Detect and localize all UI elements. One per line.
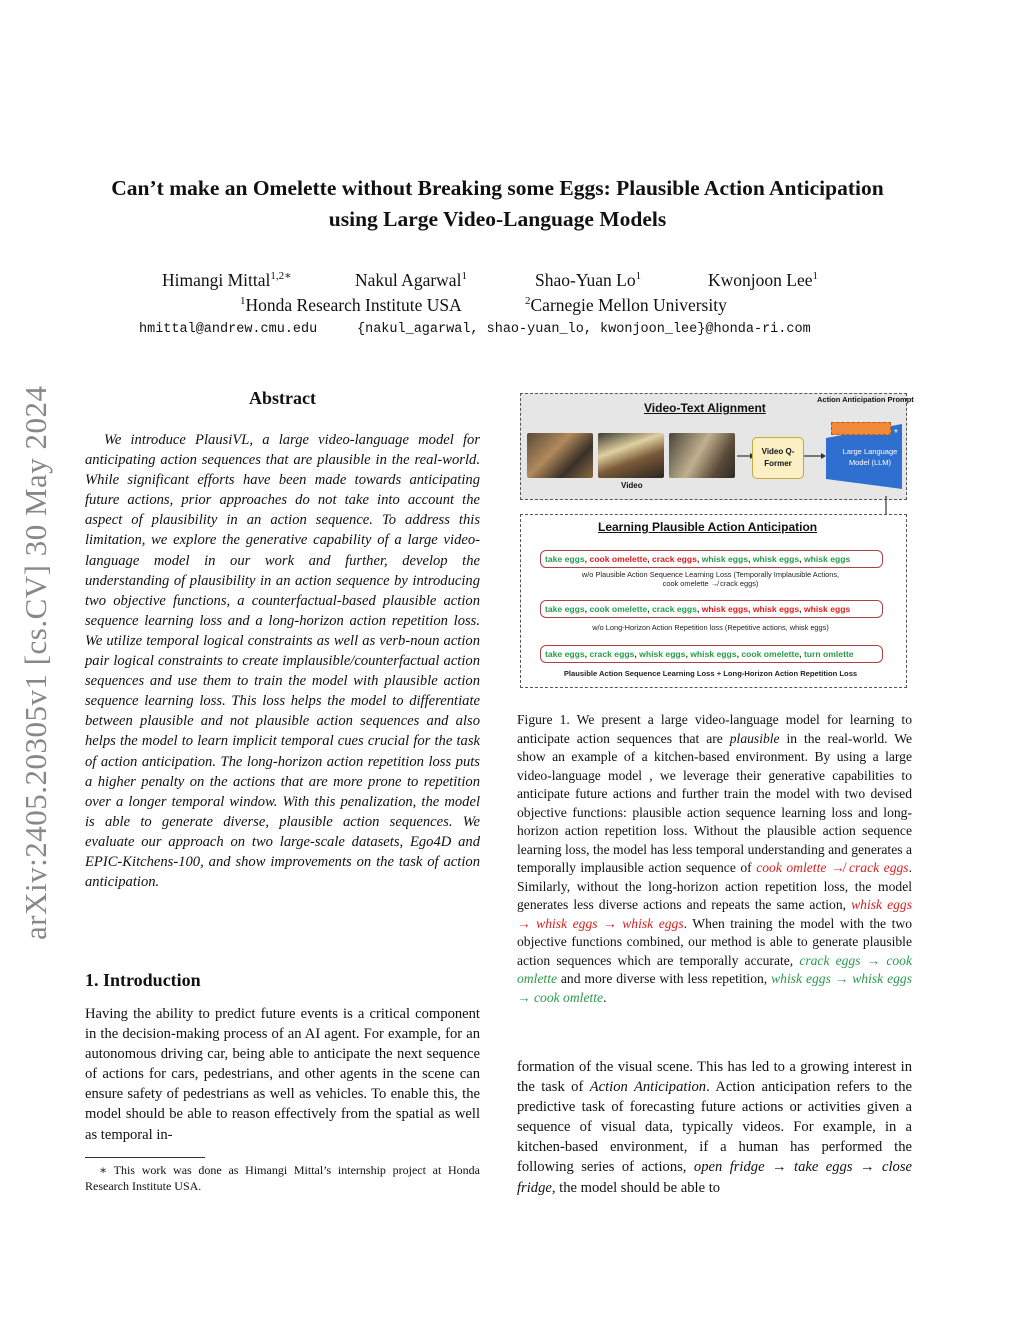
seq-sep: , bbox=[584, 649, 590, 659]
seq-sep: , bbox=[647, 554, 653, 564]
bottom-label: Plausible Action Sequence Learning Loss + Long-Horizon Action Repetition Loss bbox=[563, 669, 858, 678]
author-name: Kwonjoon Lee bbox=[708, 270, 813, 290]
seq-sep: , bbox=[799, 649, 804, 659]
seq-sep: , bbox=[799, 604, 804, 614]
caption-text: . When training the model with the two objective functions combined, our method is able to generate plausible action sequences which are temporally accurate, bbox=[517, 915, 912, 968]
note-1-line-1: w/o Plausible Action Sequence Learning Loss (Temporally Implausible Actions, bbox=[581, 570, 840, 579]
author-name: Himangi Mittal bbox=[162, 270, 271, 290]
seq-action: crack eggs bbox=[652, 554, 697, 564]
video-label: Video bbox=[621, 481, 643, 490]
seq-sep: , bbox=[696, 554, 702, 564]
seq-action: take eggs bbox=[545, 604, 585, 614]
author-1 bbox=[162, 270, 292, 291]
seq-action: cook omelette bbox=[589, 554, 648, 564]
seq-action: take eggs bbox=[545, 554, 585, 564]
caption-text: and more diverse with less repetition, bbox=[557, 971, 772, 986]
author-4 bbox=[708, 270, 818, 291]
caption-text: . bbox=[603, 989, 607, 1005]
seq-sep: , bbox=[647, 604, 653, 614]
seq-action: whisk eggs bbox=[803, 554, 851, 564]
seq-action: cook omelette bbox=[741, 649, 800, 659]
caption-red: whisk eggs → whisk eggs → whisk eggs bbox=[517, 897, 913, 931]
author-name: Shao-Yuan Lo bbox=[535, 270, 636, 290]
seq-action: turn omlette bbox=[803, 649, 854, 659]
seq-action: whisk eggs bbox=[752, 554, 800, 564]
caption-red: cook omlette ↛ crack eggs bbox=[756, 860, 909, 875]
email-2[interactable]: {nakul_agarwal, shao-yuan_lo, kwonjoon_lee}@honda-ri.com bbox=[357, 322, 811, 337]
caption-text: in the real-world. We show an example of a kitchen-based environment. By using a large video-language model , we leverage their generative capabilities to anticipate future actions and further train the model with two devised objective functions: plausible action sequence learning loss and long-horizon action repetition loss. Without the plausible action sequence learning loss, the model has less temporal understanding and generates a temporally implausible action sequence of bbox=[517, 730, 912, 875]
footnote: ∗ This work was done as Himangi Mittal’s internship project at Honda Research Institute USA. bbox=[85, 1163, 480, 1193]
right-column-body bbox=[517, 1057, 912, 1198]
caption-text: Figure 1. We present a large video-language model for learning to anticipate action sequences that are bbox=[517, 712, 912, 746]
caption-green: whisk eggs → whisk eggs → cook omlette bbox=[517, 971, 912, 1005]
intro-body: Having the ability to predict future events is a critical component in the decision-making process of an AI agent. For example, for an autonomous driving car, being able to anticipate the next sequence of actions for cars, pedestrians, and other agents in the scene can ensure safety of pedestrians as well as vehicles. To enable this, the model should be able to reason effectively from the spatial as well as temporal in- bbox=[85, 1006, 480, 1143]
footnote-rule bbox=[85, 1157, 205, 1158]
sequence-3 bbox=[540, 645, 883, 663]
note-2: w/o Long-Horizon Action Repetition loss (Repetitive actions, whisk eggs) bbox=[592, 623, 829, 632]
sequence-1 bbox=[540, 550, 883, 568]
email-1[interactable]: hmittal@andrew.cmu.edu bbox=[139, 322, 318, 337]
author-3 bbox=[535, 270, 641, 291]
author-name: Nakul Agarwal bbox=[355, 270, 462, 290]
body-text: formation of the visual scene. This has led to a growing interest in the task of bbox=[517, 1059, 912, 1096]
seq-sep: , bbox=[696, 604, 702, 614]
seq-action: take eggs bbox=[545, 649, 585, 659]
affiliation-1 bbox=[240, 295, 462, 316]
author-sup: 1 bbox=[635, 270, 642, 283]
abstract-heading: Abstract bbox=[249, 388, 316, 408]
intro-heading: 1. Introduction bbox=[85, 970, 201, 990]
seq-action: whisk eggs bbox=[701, 554, 749, 564]
body-italic: open fridge → take eggs → close fridge bbox=[517, 1159, 912, 1196]
seq-action: crack eggs bbox=[652, 604, 697, 614]
author-sup: 1 bbox=[812, 270, 818, 283]
seq-sep: , bbox=[748, 554, 753, 564]
paper-title: Can’t make an Omelette without Breaking some Eggs: Plausible Action Anticipation using Large Video-Language Models bbox=[111, 176, 884, 231]
seq-action: whisk eggs bbox=[701, 604, 749, 614]
affiliation-name: Honda Research Institute USA bbox=[245, 295, 462, 315]
seq-action: whisk eggs bbox=[639, 649, 686, 659]
figure-bottom-title: Learning Plausible Action Anticipation bbox=[598, 520, 818, 534]
body-text: . Action anticipation refers to the predictive task of forecasting future actions or activities given a sequence of visual data, typically videos. For example, in a kitchen-based environment, if a human has performed the following series of actions, bbox=[517, 1079, 912, 1176]
seq-action: whisk eggs bbox=[690, 649, 737, 659]
affiliation-sup: 2 bbox=[525, 295, 531, 308]
author-sup: 1 bbox=[461, 270, 467, 283]
seq-sep: , bbox=[736, 649, 742, 659]
seq-action: cook omelette bbox=[589, 604, 648, 614]
author-sup: 1,2∗ bbox=[270, 270, 292, 283]
seq-sep: , bbox=[685, 649, 691, 659]
affiliation-2 bbox=[525, 295, 727, 316]
figure-caption bbox=[517, 711, 912, 1007]
figure-1 bbox=[517, 390, 914, 695]
seq-sep: , bbox=[584, 604, 590, 614]
llm-label: Large Language Model (LLM) bbox=[842, 447, 898, 467]
affiliation-name: Carnegie Mellon University bbox=[530, 295, 727, 315]
seq-sep: , bbox=[799, 554, 804, 564]
abstract-body: We introduce PlausiVL, a large video-language model for anticipating action sequences that are plausible in the real-world. While significant efforts have been made towards anticipating future actions, prior approaches do not take into account the aspect of plausibility in an action sequence. To address this limitation, we explore the generative capability of a large video-language model in our work and further, develop the understanding of plausibility in an action sequence by introducing two objective functions, a counterfactual-based plausible action sequence learning loss and a long-horizon action repetition loss. We utilize temporal logical constraints as well as verb-noun action pair logical constraints to create implausible/counterfactual action sequences and use them to train the model with plausible action sequence learning loss. This loss helps the model to differentiate between plausible and not plausible action sequences and also helps the model to learn implicit temporal cues crucial for the task of action anticipation. The long-horizon action repetition loss puts a higher penalty on the actions that are more prone to repetition over a longer temporal window. With this penalization, the model is able to generate diverse, plausible action sequences. We evaluate our approach on two large-scale datasets, Ego4D and EPIC-Kitchens-100, and show improvements on the task of action anticipation. bbox=[85, 432, 480, 891]
note-1-line-2: cook omelette ↛ crack eggs) bbox=[662, 579, 759, 588]
seq-sep: , bbox=[748, 604, 753, 614]
seq-action: whisk eggs bbox=[752, 604, 800, 614]
caption-green: crack eggs → cook omlette bbox=[517, 952, 912, 986]
caption-italic: plausible bbox=[729, 730, 780, 746]
seq-sep: , bbox=[584, 554, 590, 564]
svg-text:*: * bbox=[894, 428, 898, 439]
plausible-anticipation-box bbox=[520, 514, 907, 688]
sequence-2 bbox=[540, 600, 883, 618]
figure-top-title: Video-Text Alignment bbox=[644, 401, 766, 415]
prompt-label: Action Anticipation Prompt bbox=[817, 395, 914, 404]
arxiv-identifier[interactable]: arXiv:2405.20305v1 [cs.CV] 30 May 2024 bbox=[18, 385, 53, 940]
qformer-label: Video Q-Former bbox=[761, 447, 795, 468]
seq-action: crack eggs bbox=[589, 649, 635, 659]
affiliation-sup: 1 bbox=[240, 295, 246, 308]
author-2 bbox=[355, 270, 467, 291]
body-text: , the model should be able to bbox=[551, 1179, 721, 1196]
caption-text: . Similarly, without the long-horizon action repetition loss, the model generates less diverse actions and repeats the same action, bbox=[517, 860, 912, 912]
seq-action: whisk eggs bbox=[803, 604, 851, 614]
body-italic: Action Anticipation bbox=[589, 1079, 707, 1096]
seq-sep: , bbox=[634, 649, 640, 659]
